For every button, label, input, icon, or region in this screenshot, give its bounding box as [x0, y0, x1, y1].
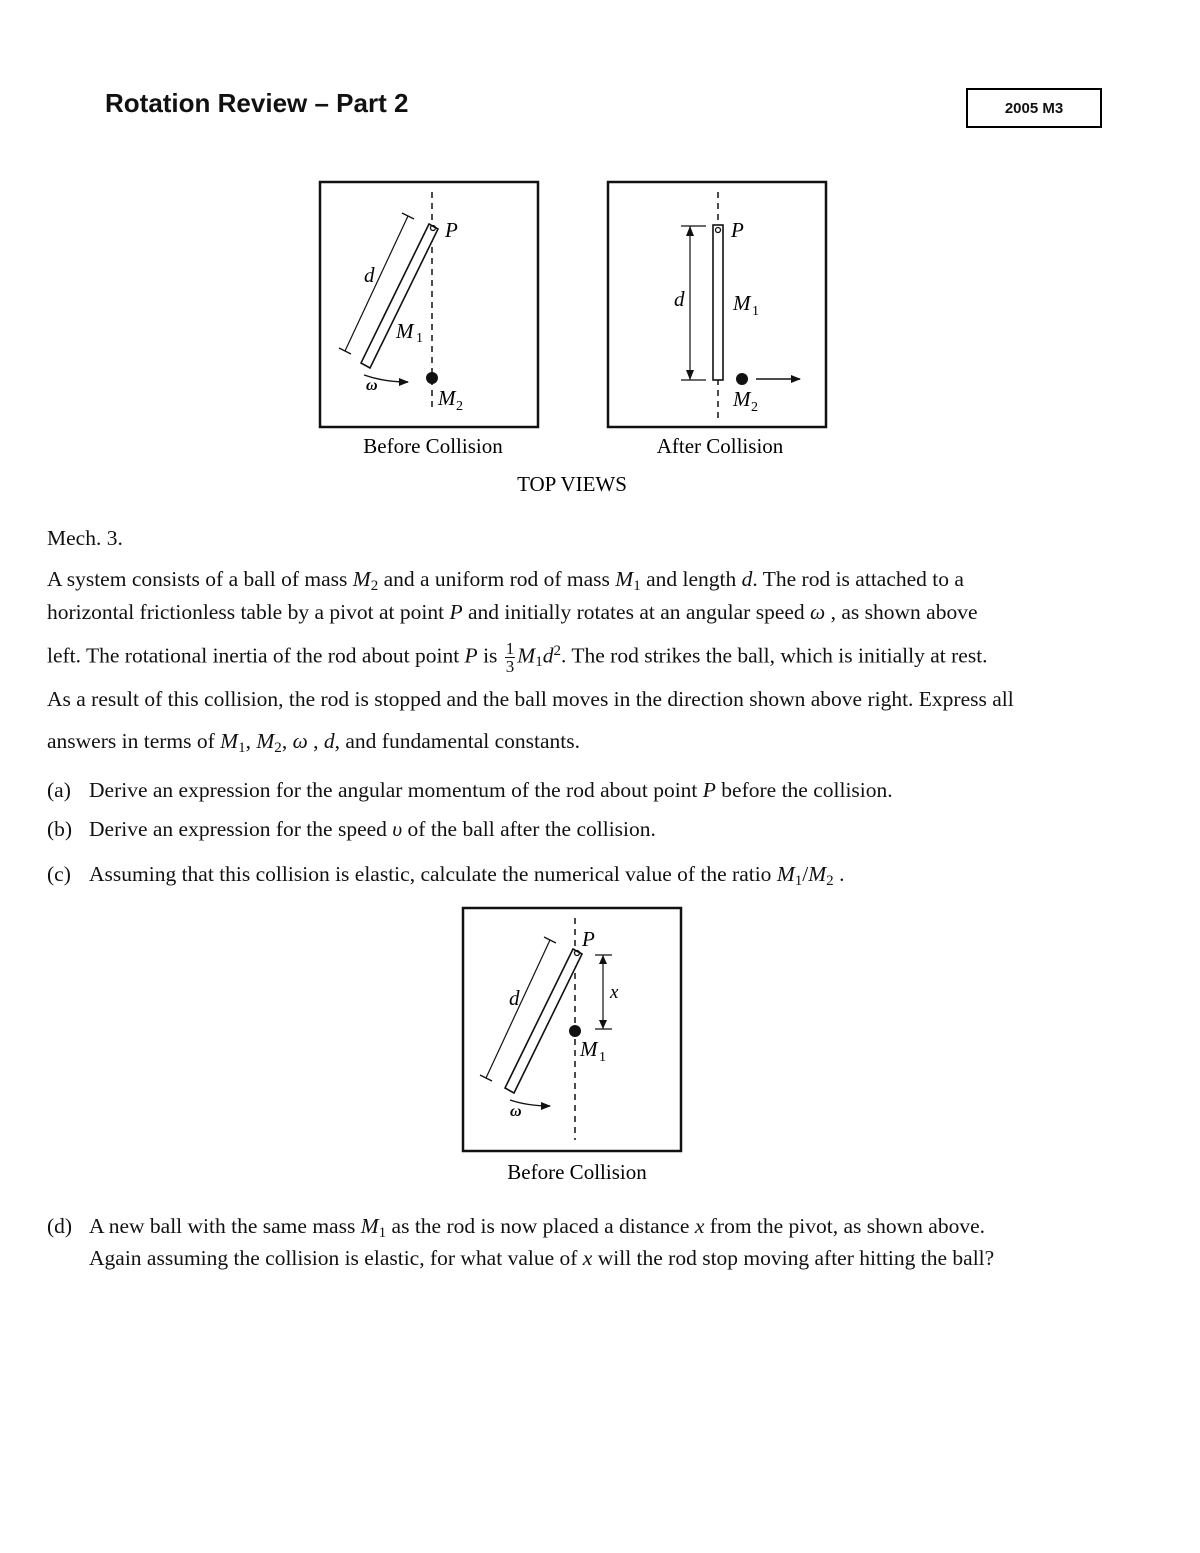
question-b: (b) Derive an expression for the speed υ of the ball after the collision.: [47, 817, 656, 841]
after-label-m2: M: [733, 387, 751, 411]
problem-code-badge: 2005 M3: [966, 88, 1102, 128]
after-rod: [713, 225, 723, 380]
before-rod: [361, 224, 438, 368]
before-label-m2-sub: 2: [456, 399, 463, 414]
after-ball-m2: [736, 373, 748, 385]
top-views-caption: TOP VIEWS: [517, 472, 627, 496]
problem-line-3: left. The rotational inertia of the rod about point P is $\frac{1}{3}$ $M_1d^2$. The rod strikes the ball, which is initially at rest.: [47, 639, 988, 676]
one-third-fraction: $\frac{1}{3}$: [505, 639, 515, 676]
bottom-label-d: d: [509, 986, 520, 1010]
bottom-figure-caption: Before Collision: [507, 1160, 647, 1184]
bottom-rod: [505, 949, 582, 1093]
bottom-ball-m1: [569, 1025, 581, 1037]
problem-line-4: As a result of this collision, the rod is stopped and the ball moves in the direction shown above right. Express all: [47, 687, 1014, 711]
before-label-m2: M: [438, 386, 456, 410]
problem-heading: Mech. 3.: [47, 526, 123, 550]
problem-line-5: answers in terms of $M_1$, $M_2$, ω , d, and fundamental constants.: [47, 729, 581, 756]
before-collision-figure: [320, 182, 538, 458]
before-label-omega: ω: [366, 377, 378, 394]
bottom-label-m1: M: [580, 1037, 598, 1061]
after-label-m2-sub: 2: [751, 400, 758, 415]
after-label-m1-sub: 1: [752, 304, 759, 319]
after-collision-caption: After Collision: [656, 434, 784, 458]
before-collision-frame: [320, 182, 538, 427]
before-label-m1-sub: 1: [416, 331, 423, 346]
before-ball-m2: [426, 372, 438, 384]
problem-line-2: horizontal frictionless table by a pivot at point P and initially rotates at an angular speed ω , as shown above: [47, 600, 978, 624]
bottom-label-x: x: [610, 982, 619, 1003]
after-label-p: P: [731, 218, 744, 242]
bottom-before-collision-figure: [463, 908, 681, 1184]
question-d-continued: Again assuming the collision is elastic, for what value of x will the rod stop moving after hitting the ball?: [89, 1246, 995, 1270]
after-collision-figure: [608, 182, 826, 458]
bottom-label-m1-sub: 1: [599, 1050, 606, 1065]
before-collision-caption: Before Collision: [363, 434, 503, 458]
question-d: (d) A new ball with the same mass $M_1$ as the rod is now placed a distance x from the pivot, as shown above.: [47, 1214, 986, 1241]
bottom-label-p: P: [582, 927, 595, 951]
page-title: Rotation Review – Part 2: [105, 88, 409, 118]
after-label-d: d: [674, 287, 685, 311]
after-label-m1: M: [733, 291, 751, 315]
before-label-m1: M: [396, 319, 414, 343]
before-label-d: d: [364, 263, 375, 287]
question-c: (c) Assuming that this collision is elastic, calculate the numerical value of the ratio $M_1/M_2$ .: [47, 862, 845, 889]
before-label-p: P: [445, 218, 458, 242]
question-a: (a) Derive an expression for the angular momentum of the rod about point P before the collision.: [47, 778, 893, 802]
problem-line-1: A system consists of a ball of mass $M_2$ and a uniform rod of mass $M_1$ and length d. The rod is attached to a: [47, 567, 964, 594]
bottom-label-omega: ω: [510, 1103, 522, 1120]
